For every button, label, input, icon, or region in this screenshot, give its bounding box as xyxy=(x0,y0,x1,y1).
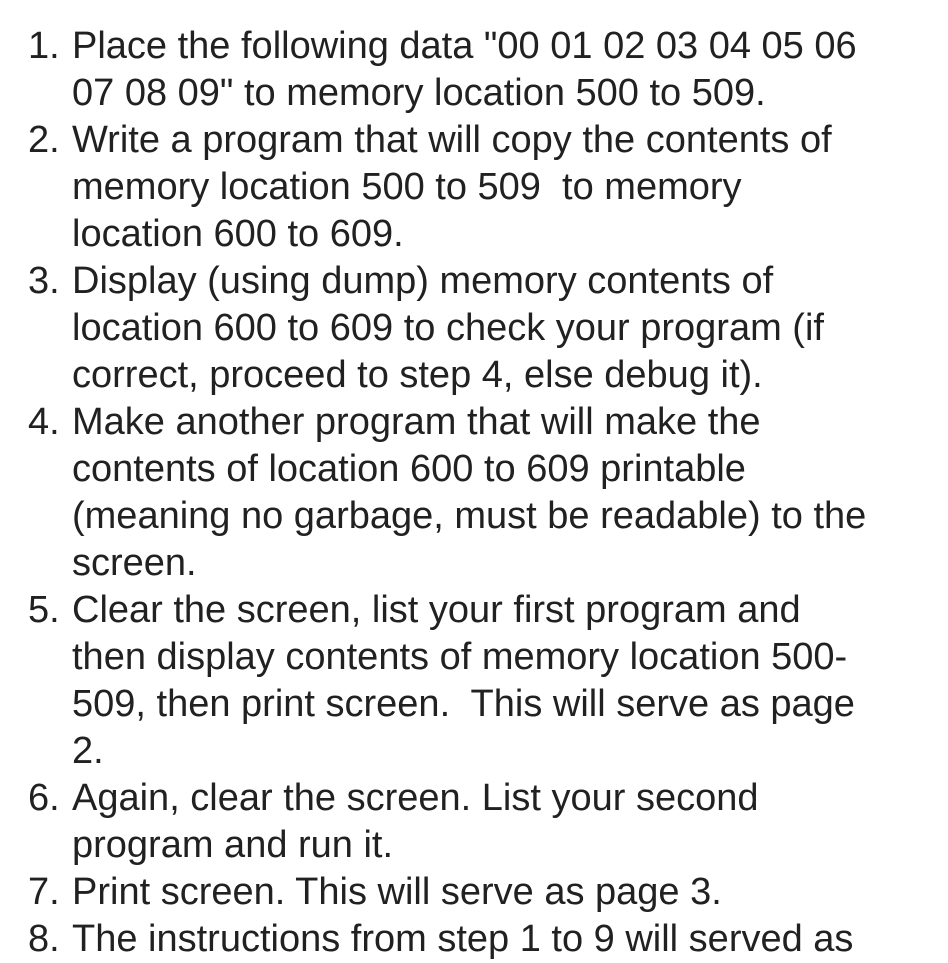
item-line: program and run it. xyxy=(72,824,394,866)
item-line: Clear the screen, list your first program and xyxy=(72,589,801,631)
item-number: 3. xyxy=(28,260,60,302)
item-number: 2. xyxy=(28,119,60,161)
list-item-1 xyxy=(0,23,948,117)
list-item-5 xyxy=(0,587,948,775)
item-line: Display (using dump) memory contents of xyxy=(72,260,774,302)
list-item-3 xyxy=(0,258,948,399)
item-line: Again, clear the screen. List your second xyxy=(72,777,759,819)
item-line: contents of location 600 to 609 printable xyxy=(72,448,746,490)
item-line: 07 08 09" to memory location 500 to 509. xyxy=(72,72,766,114)
item-line: correct, proceed to step 4, else debug it). xyxy=(72,354,763,396)
item-line: Make another program that will make the xyxy=(72,401,761,443)
item-line: memory location 500 to 509 to memory xyxy=(72,166,742,208)
item-line: The instructions from step 1 to 9 will served as xyxy=(72,918,854,960)
item-line: 2. xyxy=(72,730,104,772)
item-line: 509, then print screen. This will serve as page xyxy=(72,683,855,725)
item-number: 7. xyxy=(28,871,60,913)
item-number: 4. xyxy=(28,401,60,443)
item-line: Place the following data "00 01 02 03 04 05 06 xyxy=(72,25,857,67)
item-number: 6. xyxy=(28,777,60,819)
item-line: then display contents of memory location 500- xyxy=(72,636,848,678)
list-item-6 xyxy=(0,775,948,869)
list-item-2 xyxy=(0,117,948,258)
item-line: Print screen. This will serve as page 3. xyxy=(72,871,722,913)
item-number: 8. xyxy=(28,918,60,960)
item-line: location 600 to 609 to check your program (if xyxy=(72,307,824,349)
list-item-4 xyxy=(0,399,948,587)
item-line: (meaning no garbage, must be readable) to the xyxy=(72,495,867,537)
item-number: 5. xyxy=(28,589,60,631)
item-line: screen. xyxy=(72,542,197,584)
list-item-8 xyxy=(0,916,948,963)
instruction-list xyxy=(0,23,948,963)
list-item-7 xyxy=(0,869,948,916)
item-number: 1. xyxy=(28,25,60,67)
item-line: Write a program that will copy the contents of xyxy=(72,119,832,161)
item-line: location 600 to 609. xyxy=(72,213,404,255)
